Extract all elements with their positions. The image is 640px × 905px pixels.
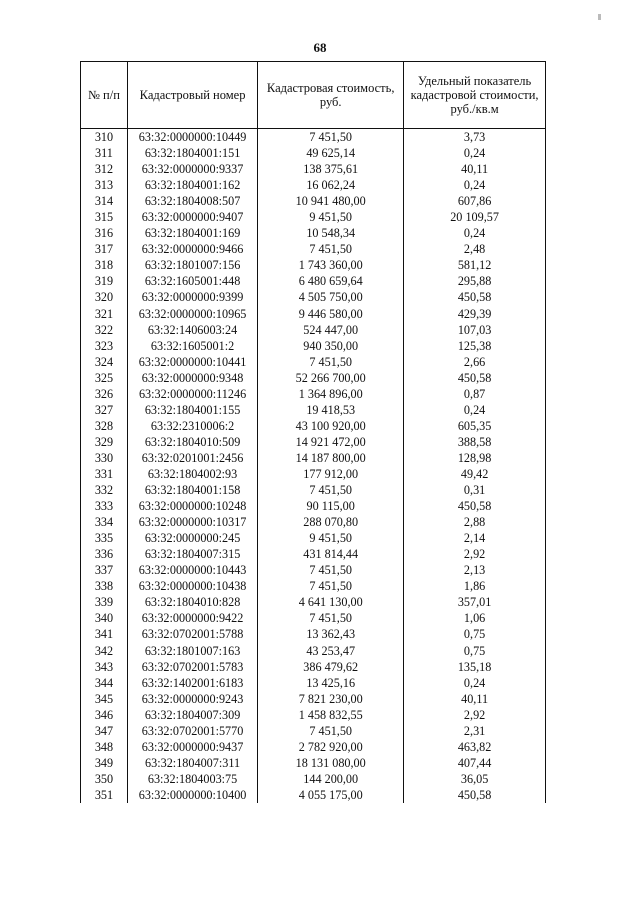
cadastral-number: 63:32:1804002:93 <box>127 466 257 482</box>
specific-indicator: 40,11 <box>404 161 546 177</box>
specific-indicator: 295,88 <box>404 273 546 289</box>
specific-indicator: 0,24 <box>404 225 546 241</box>
specific-indicator: 0,75 <box>404 626 546 642</box>
table-row <box>81 578 546 594</box>
cadastral-value: 10 941 480,00 <box>258 193 404 209</box>
cadastral-value: 43 253,47 <box>258 643 404 659</box>
table-row <box>81 466 546 482</box>
cadastral-value: 16 062,24 <box>258 177 404 193</box>
table-row <box>81 129 546 146</box>
specific-indicator: 20 109,57 <box>404 209 546 225</box>
table-row <box>81 594 546 610</box>
specific-indicator: 450,58 <box>404 370 546 386</box>
cadastral-number: 63:32:1804001:155 <box>127 402 257 418</box>
cadastral-value: 7 451,50 <box>258 578 404 594</box>
row-number: 338 <box>81 578 128 594</box>
cadastral-number: 63:32:1402001:6183 <box>127 675 257 691</box>
cadastral-number: 63:32:1804008:507 <box>127 193 257 209</box>
cadastral-number: 63:32:0201001:2456 <box>127 450 257 466</box>
cadastral-number: 63:32:1801007:156 <box>127 257 257 273</box>
cadastral-value: 1 743 360,00 <box>258 257 404 273</box>
specific-indicator: 605,35 <box>404 418 546 434</box>
row-number: 336 <box>81 546 128 562</box>
cadastral-number: 63:32:0000000:9466 <box>127 241 257 257</box>
table-row <box>81 193 546 209</box>
table-row <box>81 450 546 466</box>
row-number: 311 <box>81 145 128 161</box>
table-row <box>81 402 546 418</box>
cadastral-number: 63:32:0000000:9422 <box>127 610 257 626</box>
cadastral-value: 4 055 175,00 <box>258 787 404 803</box>
cadastral-value: 13 362,43 <box>258 626 404 642</box>
cadastral-number: 63:32:1605001:2 <box>127 338 257 354</box>
row-number: 341 <box>81 626 128 642</box>
row-number: 343 <box>81 659 128 675</box>
table-row <box>81 241 546 257</box>
scan-mark <box>598 14 601 20</box>
specific-indicator: 2,92 <box>404 546 546 562</box>
cadastral-number: 63:32:0000000:9337 <box>127 161 257 177</box>
cadastral-number: 63:32:1804001:169 <box>127 225 257 241</box>
row-number: 344 <box>81 675 128 691</box>
cadastral-value: 14 187 800,00 <box>258 450 404 466</box>
row-number: 312 <box>81 161 128 177</box>
table-row <box>81 177 546 193</box>
row-number: 350 <box>81 771 128 787</box>
table-row <box>81 546 546 562</box>
table-row <box>81 322 546 338</box>
cadastral-value: 1 458 832,55 <box>258 707 404 723</box>
cadastral-number: 63:32:0000000:10438 <box>127 578 257 594</box>
cadastral-value: 7 451,50 <box>258 723 404 739</box>
table-row <box>81 643 546 659</box>
specific-indicator: 357,01 <box>404 594 546 610</box>
row-number: 319 <box>81 273 128 289</box>
row-number: 318 <box>81 257 128 273</box>
cadastral-value: 13 425,16 <box>258 675 404 691</box>
table-row <box>81 755 546 771</box>
table-row <box>81 386 546 402</box>
table-row <box>81 354 546 370</box>
cadastral-value: 9 451,50 <box>258 530 404 546</box>
specific-indicator: 36,05 <box>404 771 546 787</box>
cadastral-value: 431 814,44 <box>258 546 404 562</box>
header-num: № п/п <box>81 62 128 129</box>
cadastral-value: 288 070,80 <box>258 514 404 530</box>
cadastral-value-table <box>80 61 546 803</box>
cadastral-value: 19 418,53 <box>258 402 404 418</box>
table-row <box>81 145 546 161</box>
table-row <box>81 434 546 450</box>
cadastral-number: 63:32:1804007:309 <box>127 707 257 723</box>
specific-indicator: 2,66 <box>404 354 546 370</box>
row-number: 313 <box>81 177 128 193</box>
cadastral-number: 63:32:1804007:315 <box>127 546 257 562</box>
row-number: 331 <box>81 466 128 482</box>
cadastral-value: 90 115,00 <box>258 498 404 514</box>
specific-indicator: 2,88 <box>404 514 546 530</box>
cadastral-value: 524 447,00 <box>258 322 404 338</box>
row-number: 349 <box>81 755 128 771</box>
table-row <box>81 225 546 241</box>
specific-indicator: 3,73 <box>404 129 546 146</box>
row-number: 310 <box>81 129 128 146</box>
table-row <box>81 257 546 273</box>
row-number: 314 <box>81 193 128 209</box>
table-row <box>81 610 546 626</box>
cadastral-value: 2 782 920,00 <box>258 739 404 755</box>
cadastral-number: 63:32:0000000:10317 <box>127 514 257 530</box>
specific-indicator: 49,42 <box>404 466 546 482</box>
cadastral-value: 177 912,00 <box>258 466 404 482</box>
cadastral-number: 63:32:1804001:162 <box>127 177 257 193</box>
cadastral-number: 63:32:0000000:11246 <box>127 386 257 402</box>
cadastral-value: 7 451,50 <box>258 241 404 257</box>
specific-indicator: 0,24 <box>404 145 546 161</box>
specific-indicator: 429,39 <box>404 306 546 322</box>
table-row <box>81 338 546 354</box>
cadastral-number: 63:32:1804007:311 <box>127 755 257 771</box>
specific-indicator: 0,75 <box>404 643 546 659</box>
table-row <box>81 289 546 305</box>
table-row <box>81 161 546 177</box>
specific-indicator: 0,24 <box>404 177 546 193</box>
row-number: 320 <box>81 289 128 305</box>
specific-indicator: 135,18 <box>404 659 546 675</box>
cadastral-value: 14 921 472,00 <box>258 434 404 450</box>
cadastral-value: 1 364 896,00 <box>258 386 404 402</box>
cadastral-number: 63:32:0000000:10248 <box>127 498 257 514</box>
specific-indicator: 125,38 <box>404 338 546 354</box>
specific-indicator: 2,14 <box>404 530 546 546</box>
cadastral-number: 63:32:0702001:5770 <box>127 723 257 739</box>
row-number: 334 <box>81 514 128 530</box>
cadastral-number: 63:32:0702001:5788 <box>127 626 257 642</box>
table-row <box>81 659 546 675</box>
cadastral-value: 144 200,00 <box>258 771 404 787</box>
specific-indicator: 2,48 <box>404 241 546 257</box>
page-number: 68 <box>313 40 327 55</box>
table-body <box>81 129 546 803</box>
table-row <box>81 498 546 514</box>
specific-indicator: 0,24 <box>404 402 546 418</box>
specific-indicator: 128,98 <box>404 450 546 466</box>
row-number: 324 <box>81 354 128 370</box>
row-number: 317 <box>81 241 128 257</box>
table-row <box>81 675 546 691</box>
row-number: 340 <box>81 610 128 626</box>
cadastral-value: 43 100 920,00 <box>258 418 404 434</box>
specific-indicator: 607,86 <box>404 193 546 209</box>
specific-indicator: 0,24 <box>404 675 546 691</box>
cadastral-value: 10 548,34 <box>258 225 404 241</box>
table-row <box>81 482 546 498</box>
row-number: 333 <box>81 498 128 514</box>
row-number: 335 <box>81 530 128 546</box>
specific-indicator: 2,13 <box>404 562 546 578</box>
cadastral-number: 63:32:0702001:5783 <box>127 659 257 675</box>
row-number: 351 <box>81 787 128 803</box>
specific-indicator: 581,12 <box>404 257 546 273</box>
cadastral-number: 63:32:1804003:75 <box>127 771 257 787</box>
row-number: 348 <box>81 739 128 755</box>
specific-indicator: 0,87 <box>404 386 546 402</box>
cadastral-value: 7 451,50 <box>258 562 404 578</box>
specific-indicator: 107,03 <box>404 322 546 338</box>
table-row <box>81 209 546 225</box>
table-row <box>81 626 546 642</box>
cadastral-value: 7 451,50 <box>258 482 404 498</box>
table-row <box>81 306 546 322</box>
specific-indicator: 450,58 <box>404 289 546 305</box>
cadastral-value: 49 625,14 <box>258 145 404 161</box>
cadastral-number: 63:32:1804010:509 <box>127 434 257 450</box>
specific-indicator: 2,92 <box>404 707 546 723</box>
row-number: 342 <box>81 643 128 659</box>
cadastral-value: 7 821 230,00 <box>258 691 404 707</box>
row-number: 345 <box>81 691 128 707</box>
cadastral-number: 63:32:0000000:9243 <box>127 691 257 707</box>
cadastral-number: 63:32:0000000:10449 <box>127 129 257 146</box>
cadastral-value: 9 451,50 <box>258 209 404 225</box>
cadastral-number: 63:32:1406003:24 <box>127 322 257 338</box>
row-number: 339 <box>81 594 128 610</box>
header-cadastral-number: Кадастровый номер <box>127 62 257 129</box>
cadastral-value: 4 641 130,00 <box>258 594 404 610</box>
cadastral-value: 7 451,50 <box>258 354 404 370</box>
row-number: 346 <box>81 707 128 723</box>
cadastral-value: 138 375,61 <box>258 161 404 177</box>
header-cadastral-value: Кадастровая стоимость, руб. <box>258 62 404 129</box>
cadastral-value: 940 350,00 <box>258 338 404 354</box>
cadastral-value: 18 131 080,00 <box>258 755 404 771</box>
cadastral-value: 386 479,62 <box>258 659 404 675</box>
row-number: 330 <box>81 450 128 466</box>
table-row <box>81 707 546 723</box>
table-row <box>81 370 546 386</box>
cadastral-number: 63:32:0000000:10443 <box>127 562 257 578</box>
cadastral-number: 63:32:0000000:245 <box>127 530 257 546</box>
row-number: 325 <box>81 370 128 386</box>
row-number: 328 <box>81 418 128 434</box>
cadastral-value: 4 505 750,00 <box>258 289 404 305</box>
table-row <box>81 530 546 546</box>
row-number: 329 <box>81 434 128 450</box>
row-number: 332 <box>81 482 128 498</box>
specific-indicator: 40,11 <box>404 691 546 707</box>
cadastral-number: 63:32:1605001:448 <box>127 273 257 289</box>
cadastral-number: 63:32:1804001:158 <box>127 482 257 498</box>
cadastral-value: 52 266 700,00 <box>258 370 404 386</box>
row-number: 327 <box>81 402 128 418</box>
cadastral-number: 63:32:0000000:10441 <box>127 354 257 370</box>
table-row <box>81 771 546 787</box>
cadastral-value: 6 480 659,64 <box>258 273 404 289</box>
table-row <box>81 739 546 755</box>
specific-indicator: 450,58 <box>404 498 546 514</box>
cadastral-number: 63:32:0000000:10400 <box>127 787 257 803</box>
row-number: 337 <box>81 562 128 578</box>
cadastral-number: 63:32:1804010:828 <box>127 594 257 610</box>
specific-indicator: 1,86 <box>404 578 546 594</box>
cadastral-value: 7 451,50 <box>258 129 404 146</box>
table-row <box>81 691 546 707</box>
row-number: 323 <box>81 338 128 354</box>
cadastral-number: 63:32:0000000:10965 <box>127 306 257 322</box>
specific-indicator: 388,58 <box>404 434 546 450</box>
row-number: 316 <box>81 225 128 241</box>
cadastral-number: 63:32:0000000:9437 <box>127 739 257 755</box>
specific-indicator: 463,82 <box>404 739 546 755</box>
table-row <box>81 562 546 578</box>
table-row <box>81 723 546 739</box>
table-header-row <box>81 62 546 129</box>
cadastral-number: 63:32:1801007:163 <box>127 643 257 659</box>
row-number: 315 <box>81 209 128 225</box>
row-number: 326 <box>81 386 128 402</box>
cadastral-value: 9 446 580,00 <box>258 306 404 322</box>
row-number: 322 <box>81 322 128 338</box>
cadastral-number: 63:32:0000000:9399 <box>127 289 257 305</box>
table-row <box>81 514 546 530</box>
cadastral-number: 63:32:0000000:9348 <box>127 370 257 386</box>
header-specific-indicator: Удельный показатель кадастровой стоимости, руб./кв.м <box>404 62 546 129</box>
specific-indicator: 407,44 <box>404 755 546 771</box>
row-number: 321 <box>81 306 128 322</box>
cadastral-number: 63:32:2310006:2 <box>127 418 257 434</box>
specific-indicator: 0,31 <box>404 482 546 498</box>
specific-indicator: 2,31 <box>404 723 546 739</box>
specific-indicator: 1,06 <box>404 610 546 626</box>
table-row <box>81 787 546 803</box>
specific-indicator: 450,58 <box>404 787 546 803</box>
cadastral-number: 63:32:0000000:9407 <box>127 209 257 225</box>
cadastral-number: 63:32:1804001:151 <box>127 145 257 161</box>
row-number: 347 <box>81 723 128 739</box>
table-row <box>81 418 546 434</box>
cadastral-value: 7 451,50 <box>258 610 404 626</box>
table-row <box>81 273 546 289</box>
